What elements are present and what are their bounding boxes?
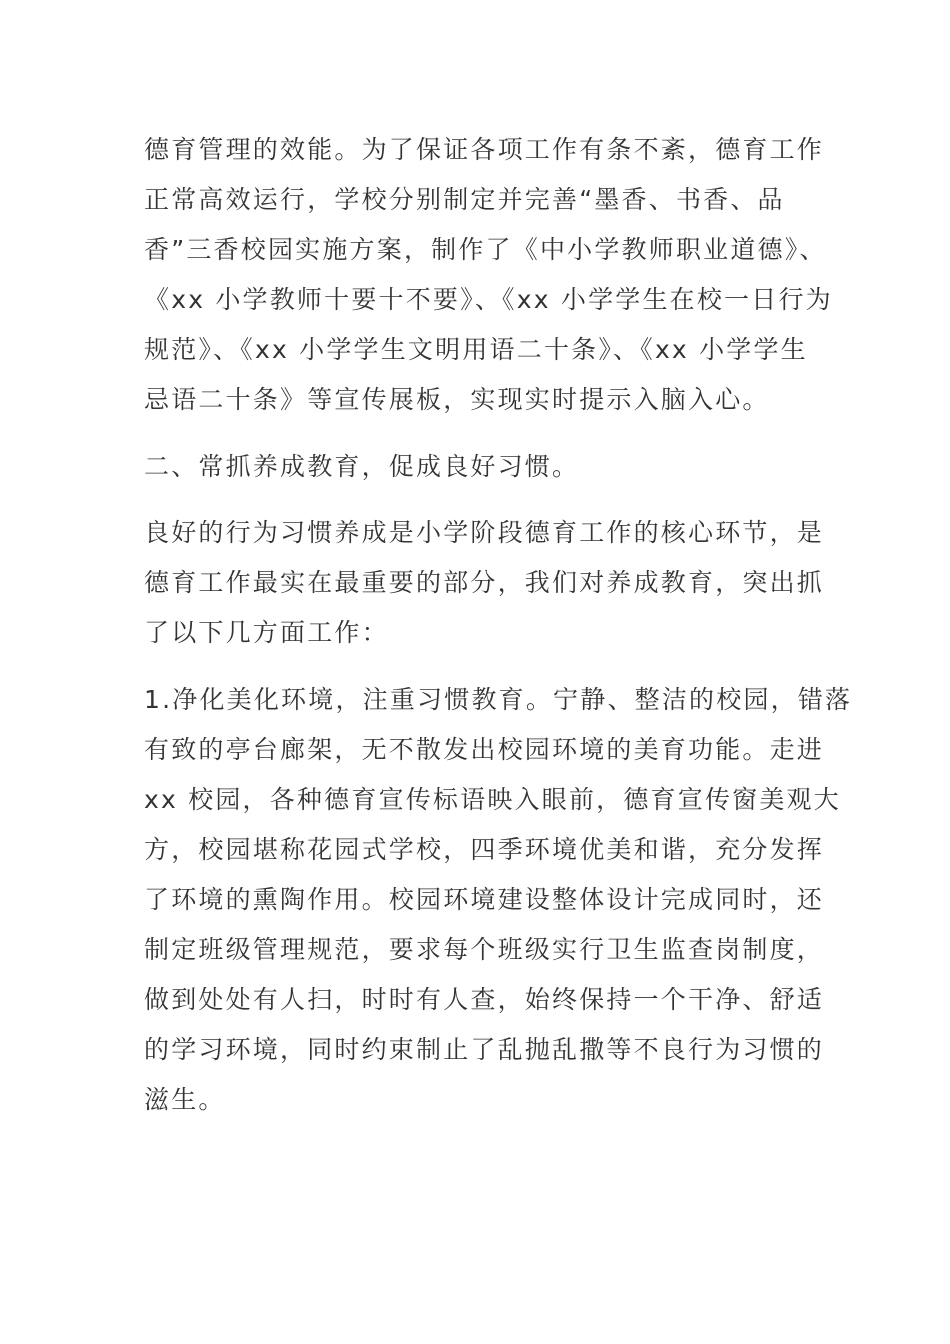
text-line: 方，校园堪称花园式学校，四季环境优美和谐，充分发挥 xyxy=(144,835,825,864)
text-line: 有致的亭台廊架，无不散发出校园环境的美育功能。走进 xyxy=(144,735,825,764)
text-line: 香”三香校园实施方案，制作了《中小学教师职业道德》、 xyxy=(144,235,827,264)
text-line: 做到处处有人扫，时时有人查，始终保持一个干净、舒适 xyxy=(144,985,825,1014)
text-line: 了环境的熏陶作用。校园环境建设整体设计完成同时，还 xyxy=(144,885,825,914)
text-line: xx 校园，各种德育宣传标语映入眼前，德育宣传窗美观大 xyxy=(144,785,841,814)
text-line: 良好的行为习惯养成是小学阶段德育工作的核心环节，是 xyxy=(144,518,825,547)
text-line: 德育管理的效能。为了保证各项工作有条不紊，德育工作 xyxy=(144,135,825,164)
text-line: 德育工作最实在最重要的部分，我们对养成教育，突出抓 xyxy=(144,568,825,597)
text-line: 正常高效运行，学校分别制定并完善“墨香、书香、品 xyxy=(144,185,785,214)
text-line: 滋生。 xyxy=(144,1085,226,1114)
text-line: 的学习环境，同时约束制止了乱抛乱撒等不良行为习惯的 xyxy=(144,1035,825,1064)
text-line: 制定班级管理规范，要求每个班级实行卫生监查岗制度， xyxy=(144,935,825,964)
text-line: 了以下几方面工作： xyxy=(144,618,389,647)
text-line: 《xx 小学教师十要十不要》、《xx 小学学生在校一日行为 xyxy=(144,285,833,314)
text-line: 忌语二十条》等宣传展板，实现实时提示入脑入心。 xyxy=(144,385,770,414)
text-line: 规范》、《xx 小学学生文明用语二十条》、《xx 小学学生 xyxy=(144,335,808,364)
section-heading: 二、常抓养成教育，促成良好习惯。 xyxy=(144,452,580,481)
text-line: 1.净化美化环境，注重习惯教育。宁静、整洁的校园，错落 xyxy=(144,685,853,714)
